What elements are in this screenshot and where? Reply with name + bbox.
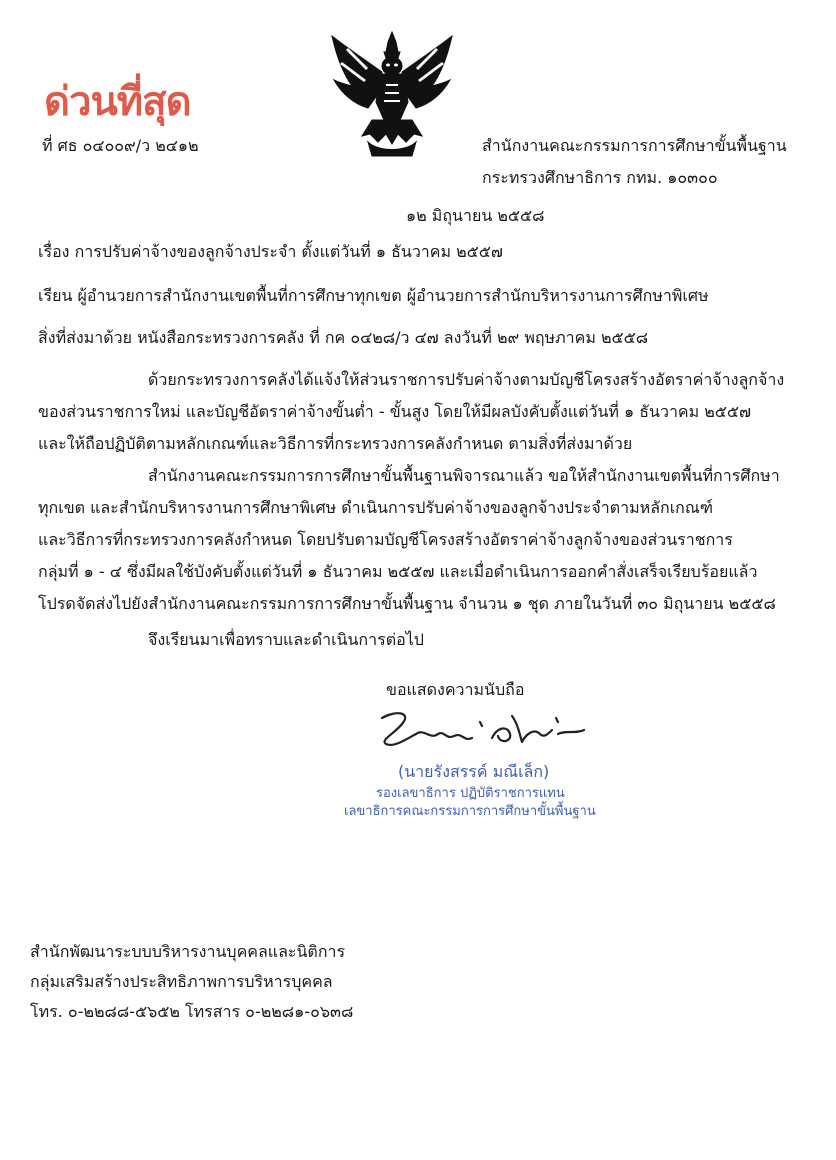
para1-line: ของส่วนราชการใหม่ และบัญชีอัตราค่าจ้างขั้นต่ำ - ขั้นสูง โดยให้มีผลบังคับตั้งแต่วันที่ ๑ ธันวาคม ๒๕๕๗ xyxy=(38,402,752,421)
footer-contact: โทร. ๐-๒๒๘๘-๕๖๕๒ โทรสาร ๐-๒๒๘๑-๐๖๓๘ xyxy=(30,1002,354,1021)
reference-number: ที่ ศธ ๐๔๐๐๙/ว ๒๔๑๒ xyxy=(42,136,199,155)
garuda-emblem-icon xyxy=(328,28,456,158)
signatory-title: รองเลขาธิการ ปฏิบัติราชการแทน xyxy=(376,786,565,801)
para2-line: สำนักงานคณะกรรมการการศึกษาขั้นพื้นฐานพิจารณาแล้ว ขอให้สำนักงานเขตพื้นที่การศึกษา xyxy=(148,466,780,485)
salutation: ขอแสดงความนับถือ xyxy=(386,680,525,699)
para2-line: กลุ่มที่ ๑ - ๔ ซึ่งมีผลใช้บังคับตั้งแต่วันที่ ๑ ธันวาคม ๒๕๕๗ และเมื่อดำเนินการออกคำสั่งเสร็จเรียบร้อยแล้ว xyxy=(38,562,758,581)
urgency-stamp: ด่วนที่สุด xyxy=(44,79,191,125)
signatory-position: เลขาธิการคณะกรรมการการศึกษาขั้นพื้นฐาน xyxy=(344,804,596,819)
signatory-name: (นายรังสรรค์ มณีเล็ก) xyxy=(398,762,550,781)
subject-line: เรื่อง การปรับค่าจ้างของลูกจ้างประจำ ตั้งแต่วันที่ ๑ ธันวาคม ๒๕๕๗ xyxy=(38,242,503,261)
issuing-office: สำนักงานคณะกรรมการการศึกษาขั้นพื้นฐาน xyxy=(482,136,787,155)
recipient-line: เรียน ผู้อำนวยการสำนักงานเขตพื้นที่การศึกษาทุกเขต ผู้อำนวยการสำนักบริหารงานการศึกษาพิเศษ xyxy=(38,286,709,305)
para2-line: และวิธีการที่กระทรวงการคลังกำหนด โดยปรับตามบัญชีโครงสร้างอัตราค่าจ้างลูกจ้างของส่วนราชการ xyxy=(38,530,733,549)
para2-line: ทุกเขต และสำนักบริหารงานการศึกษาพิเศษ ดำเนินการปรับค่าจ้างของลูกจ้างประจำตามหลักเกณฑ์ xyxy=(38,498,713,517)
enclosure-line: สิ่งที่ส่งมาด้วย หนังสือกระทรวงการคลัง ที่ กค ๐๔๒๘/ว ๔๗ ลงวันที่ ๒๙ พฤษภาคม ๒๕๕๘ xyxy=(38,328,649,347)
para1-line: ด้วยกระทรวงการคลังได้แจ้งให้ส่วนราชการปรับค่าจ้างตามบัญชีโครงสร้างอัตราค่าจ้างลูกจ้าง xyxy=(148,370,785,389)
handwritten-signature-icon xyxy=(372,704,592,760)
para1-line: และให้ถือปฏิบัติตามหลักเกณฑ์และวิธีการที่กระทรวงการคลังกำหนด ตามสิ่งที่ส่งมาด้วย xyxy=(38,434,633,453)
issuing-office-address: กระทรวงศึกษาธิการ กทม. ๑๐๓๐๐ xyxy=(482,168,718,187)
footer-office: สำนักพัฒนาระบบบริหารงานบุคคลและนิติการ xyxy=(30,942,346,961)
footer-group: กลุ่มเสริมสร้างประสิทธิภาพการบริหารบุคคล xyxy=(30,972,333,991)
document-date: ๑๒ มิถุนายน ๒๕๕๘ xyxy=(406,206,545,225)
para2-line: โปรดจัดส่งไปยังสำนักงานคณะกรรมการการศึกษาขั้นพื้นฐาน จำนวน ๑ ชุด ภายในวันที่ ๓๐ มิถุนายน ๒๕๕๘ xyxy=(38,594,776,613)
closing-line: จึงเรียนมาเพื่อทราบและดำเนินการต่อไป xyxy=(148,630,424,649)
